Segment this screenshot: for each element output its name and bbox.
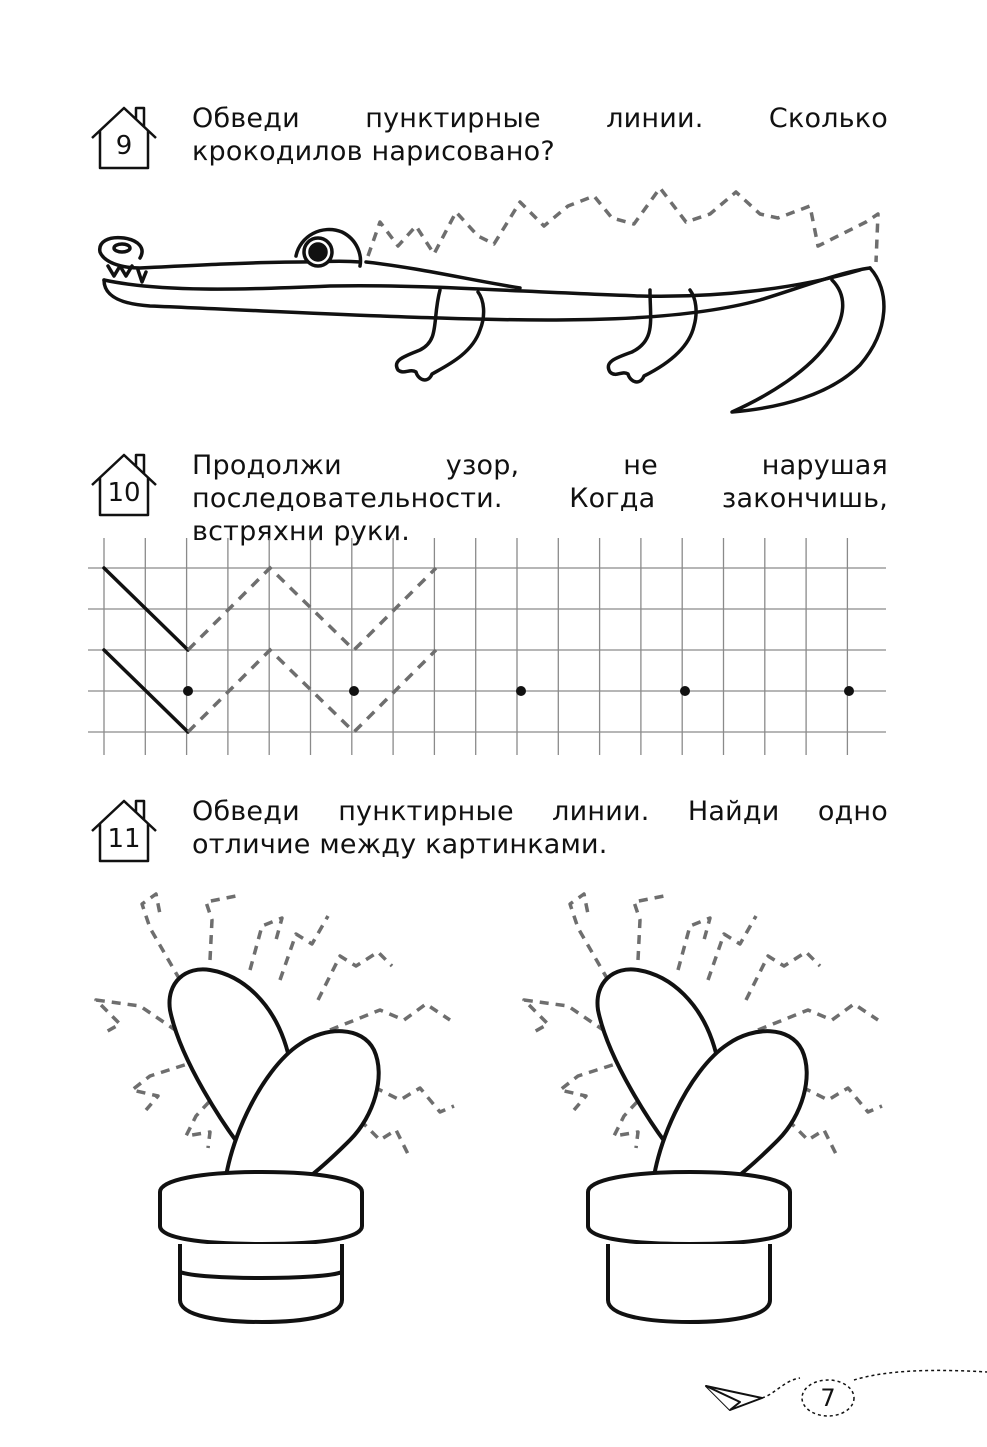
- task-number: 9: [115, 131, 133, 161]
- task-number: 11: [107, 824, 141, 854]
- page-number: 7: [820, 1384, 836, 1412]
- task-text: Обведи пунктирные линии. Сколько крокодилов нарисовано?: [192, 103, 888, 167]
- task-number: 10: [107, 478, 141, 508]
- task-text: Обведи пунктирные линии. Найди одно отличие между картинками.: [192, 796, 888, 860]
- paper-plane-icon: [706, 1386, 762, 1410]
- task-text: Продолжи узор, не нарушая последовательности. Когда закончишь, встряхни руки.: [192, 450, 888, 547]
